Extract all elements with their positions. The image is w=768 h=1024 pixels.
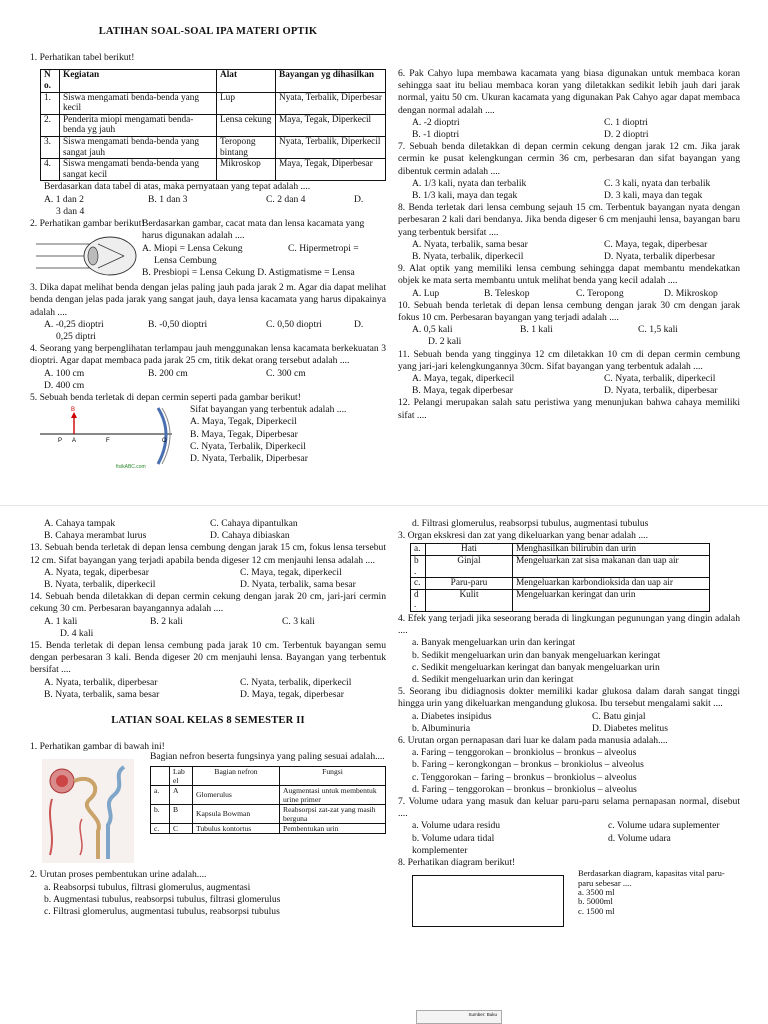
option: C. 300 cm	[266, 367, 306, 379]
option: D. 3 kali, maya dan tegak	[604, 190, 703, 202]
table-cell: Tubulus kontortus	[193, 823, 280, 833]
label-b: B	[71, 407, 76, 414]
table-cell: b .	[411, 556, 426, 578]
option: D. Nyata, Terbalik, Diperbesar	[190, 453, 308, 464]
question-13: 13. Sebuah benda terletak di depan lensa cembung dengan jarak 15 cm, fokus lensa tersebut 12 cm. Sifat bayangan yang terjadi apabila benda digeser 12 cm menjauhi lensa adalah ....	[30, 542, 386, 566]
page-divider	[0, 505, 768, 506]
right-column-bottom	[398, 518, 740, 929]
table-header-cell: Lab el	[170, 766, 193, 785]
question-1: 1. Perhatikan tabel berikut!	[30, 52, 135, 64]
option: c. Filtrasi glomerulus, augmentasi tubulus, reabsorpsi tubulus	[44, 906, 280, 918]
table-row	[411, 589, 710, 611]
question-10-options	[398, 324, 740, 348]
option: b. Sedikit mengeluarkan urin dan banyak mengeluarkan keringat	[412, 649, 661, 661]
question-3-options	[30, 319, 386, 343]
option: a. Diabetes insipidus	[412, 710, 492, 722]
question-2: 2. Perhatikan gambar berikut!	[30, 217, 145, 229]
option: B. Nyata, terbalik, diperkecil	[412, 251, 524, 263]
table-cell: d .	[411, 589, 426, 611]
option: b. Albuminuria	[412, 722, 471, 734]
option: C. Batu ginjal	[592, 710, 646, 722]
question-4: 4. Seorang yang berpenglihatan terlampau jauh menggunakan lensa kacamata berkekuatan 3 dioptri. Agar dapat membaca pada jarak 25 cm, titik dekat orang tersebut adalah ....	[30, 343, 386, 367]
option: a. Banyak mengeluarkan urin dan keringat	[412, 637, 576, 649]
option: C. 3 kali	[282, 615, 315, 627]
question-n7: 7. Volume udara yang masuk dan keluar paru-paru selama pernapasan normal, disebut ....	[398, 796, 740, 820]
option: d. Sedikit mengeluarkan urin dan keringat	[412, 673, 574, 685]
option: C. Maya, tegak, diperkecil	[240, 566, 342, 578]
option: A. 1 kali	[44, 615, 78, 627]
option: C. Nyata, terbalik, diperkecil	[604, 373, 716, 385]
question-n8: 8. Perhatikan diagram berikut!	[398, 857, 516, 869]
option: A. 1 dan 2	[44, 193, 84, 205]
question-9: 9. Alat optik yang memiliki lensa cembung sehingga dapat membantu mendekatkan objek ke mata serta membantu untuk melihat benda yang kecil adalah ....	[398, 263, 740, 287]
eye-diagram	[36, 234, 140, 278]
option: d. Volume udara	[608, 832, 671, 844]
left-column-bottom	[30, 518, 386, 918]
question-15-options	[30, 677, 386, 701]
option: A. Maya, tegak, diperkecil	[412, 373, 515, 385]
option: a. Faring – tenggorokan – bronkiolus – bronkus – alveolus	[412, 747, 637, 759]
table-cell: Reabsorpsi zat-zat yang masih berguna	[280, 804, 386, 823]
left-column-top	[30, 26, 386, 478]
option: C. 1 dioptri	[604, 116, 648, 128]
option: A. Nyata, terbalik, diperbesar	[44, 676, 158, 688]
table-cell: 2.	[41, 114, 60, 136]
question-5-stem: Sifat bayangan yang terbentuk adalah ....	[190, 404, 347, 416]
option: D.	[354, 193, 364, 205]
nephron-block	[30, 753, 386, 869]
option: B. 200 cm	[148, 367, 188, 379]
table-cell: C	[170, 823, 193, 833]
option: B. 2 kali	[150, 615, 183, 627]
option: 0,25 diptri	[56, 330, 96, 342]
table-header-cell: Kegiatan	[60, 70, 217, 92]
table-cell: c.	[411, 578, 426, 590]
question-n4-options	[398, 637, 740, 686]
table-cell: c.	[151, 823, 170, 833]
thumbnail-caption: Sumber: Buku	[468, 1012, 497, 1017]
option-continuation: Lensa Cembung	[154, 254, 217, 266]
table-cell: Kulit	[426, 589, 513, 611]
page-bottom	[0, 512, 768, 1024]
table-cell: Ginjal	[426, 556, 513, 578]
nephron-table	[150, 766, 386, 834]
page-thumbnail	[416, 1010, 502, 1024]
option: D. Nyata, terbalik, sama besar	[240, 579, 356, 591]
option: A. Nyata, terbalik, sama besar	[412, 238, 528, 250]
option: D. Nyata, terbalik diperbesar	[604, 251, 716, 263]
option: B. Maya, tegak diperbesar	[412, 385, 513, 397]
option: C. Nyata, Terbalik, Diperkecil	[190, 440, 306, 452]
question-2-options-row	[142, 243, 372, 255]
table-cell: Lensa cekung	[217, 114, 276, 136]
table-cell: Nyata, Terbalik, Diperbesar	[276, 92, 386, 114]
option: D. Maya, tegak, diperbesar	[240, 688, 344, 700]
question-12-options	[30, 518, 386, 542]
question-3: 3. Dika dapat melihat benda dengan jelas paling jauh pada jarak 2 m. Agar dia dapat melihat benda dengan jelas pada jarak yang sangat jauh, daya lensa kacamata yang harus dipakainya adalah ....	[30, 282, 386, 318]
option: A. Miopi = Lensa Cekung	[142, 242, 243, 254]
option: 3 dan 4	[56, 205, 85, 217]
option: b. 5000ml	[578, 896, 613, 907]
question-11-options	[398, 373, 740, 397]
table-cell: Siswa mengamati benda-benda yang sangat jauh	[60, 136, 217, 158]
question-15: 15. Benda terletak di depan lensa cembung pada jarak 10 cm. Terbentuk bayangan semu dengan perbesaran 3 kali. Benda digeser 20 cm menjauhi lensa. Bayangan yang terbentuk bersifat ....	[30, 640, 386, 676]
mirror-diagram	[40, 406, 188, 476]
table-cell: Teropong bintang	[217, 136, 276, 158]
table-cell: Lup	[217, 92, 276, 114]
table-cell: Mengeluarkan keringat dan urin	[513, 589, 710, 611]
option: C. Hipermetropi =	[288, 242, 359, 254]
option: B. Nyata, terbalik, diperkecil	[44, 579, 156, 591]
question-4-options	[30, 368, 386, 392]
question-n1-stem: Bagian nefron beserta fungsinya yang paling sesuai adalah....	[150, 751, 385, 763]
table-cell: Maya, Tegak, Diperbesar	[276, 159, 386, 181]
table-cell: A	[170, 785, 193, 804]
table-cell: a.	[151, 785, 170, 804]
question-1-options	[30, 194, 386, 218]
option: C. 2 dan 4	[266, 193, 306, 205]
table-cell: Augmentasi untuk membentuk urine primer	[280, 785, 386, 804]
label-o: O	[162, 438, 167, 445]
table-cell: Maya, Tegak, Diperkecil	[276, 114, 386, 136]
option: a. Volume udara residu	[412, 820, 501, 832]
question-n4: 4. Efek yang terjadi jika seseorang berada di lingkungan pegunungan yang dingin adalah ....	[398, 612, 740, 637]
option: C. Cahaya dipantulkan	[210, 518, 298, 529]
option: a. 3500 ml	[578, 887, 615, 898]
option: c. Volume udara suplementer	[608, 820, 720, 832]
option: A. Nyata, tegak, diperbesar	[44, 566, 149, 578]
option: B. 1 kali	[520, 324, 553, 336]
question-8-options	[398, 239, 740, 263]
option: C. 1,5 kali	[638, 324, 678, 336]
question-7: 7. Sebuah benda diletakkan di depan cermin cekung dengan jarak 12 cm. Jika jarak cermin ke pusat kelengkungan cermin 36 cm, perbesaran dan sifat bayangan yang dibentuk cermin adalah ....	[398, 141, 740, 177]
question-2-text	[142, 218, 372, 279]
table-cell: B	[170, 804, 193, 823]
table-cell: 4.	[41, 159, 60, 181]
question-8: 8. Benda terletak dari lensa cembung sejauh 15 cm. Terbentuk bayangan nyata dengan perbesaran 2 kali dari bendanya. Jika benda digeser 6 cm menjauhi lensa, bayangan baru yang terbentuk bersifat ....	[398, 202, 740, 238]
excretion-table	[410, 543, 710, 612]
option: b. Augmentasi tubulus, reabsorpsi tubulus, filtrasi glomerulus	[44, 893, 281, 905]
question-n6-options	[398, 747, 740, 796]
question-11: 11. Sebuah benda yang tingginya 12 cm diletakkan 10 cm di depan cermin cembung yang jari-jari kelengkungannya 30cm. Sifat bayangan yang terbentuk adalah ....	[398, 348, 740, 372]
option: d. Faring – tenggorokan – bronkus – bronkiolus – alveolus	[412, 783, 637, 795]
table-header-cell: Alat	[217, 70, 276, 92]
page-top	[0, 0, 768, 500]
option: A. Maya, Tegak, Diperkecil	[190, 416, 297, 428]
table-row	[151, 804, 386, 823]
option: D.	[354, 318, 364, 330]
question-n8-stem: Berdasarkan diagram, kapasitas vital paru-paru sebesar ....	[578, 868, 725, 888]
option: A. Cahaya tampak	[44, 518, 116, 529]
option: B. Nyata, terbalik, sama besar	[44, 688, 160, 700]
question-14: 14. Sebuah benda diletakkan di depan cermin cekung dengan jarak 20 cm, jari-jari cermin cekung 30 cm. Perbesaran bayangannya adalah ....	[30, 591, 386, 615]
question-6-options	[398, 117, 740, 141]
option: C. Teropong	[576, 287, 624, 299]
label-p: P	[58, 438, 63, 445]
table-header-cell: Bagian nefron	[193, 766, 280, 785]
option: B. Teleskop	[484, 287, 530, 299]
question-n3: 3. Organ ekskresi dan zat yang dikeluarkan yang benar adalah ....	[398, 530, 648, 542]
page-title: LATIHAN SOAL-SOAL IPA MATERI OPTIK	[98, 26, 318, 37]
question-5-block	[30, 404, 386, 478]
table-cell: Pembentukan urin	[280, 823, 386, 833]
option: A. -2 dioptri	[412, 116, 460, 128]
table-header-cell: Fungsi	[280, 766, 386, 785]
option: A. -0,25 dioptri	[44, 318, 104, 330]
question-5: 5. Sebuah benda terletak di depan cermin seperti pada gambar berikut!	[30, 391, 301, 403]
table-cell: Hati	[426, 544, 513, 556]
question-n5-options	[398, 711, 740, 735]
table-row	[41, 159, 386, 181]
table-row	[411, 578, 710, 590]
option: a. Reabsorpsi tubulus, filtrasi glomerulus, augmentasi	[44, 881, 251, 893]
question-5-text	[190, 404, 380, 465]
option: A. 100 cm	[44, 367, 85, 379]
question-n1: 1. Perhatikan gambar di bawah ini!	[30, 741, 165, 753]
table-cell: Mengeluarkan zat sisa makanan dan uap air	[513, 556, 710, 578]
section-title: LATIAN SOAL KELAS 8 SEMESTER II	[111, 715, 305, 727]
question-n8-block	[398, 869, 740, 929]
option: C. Nyata, terbalik, diperkecil	[240, 676, 352, 688]
table-header-row	[151, 766, 386, 785]
label-a: A	[72, 438, 77, 445]
right-column-top	[398, 68, 740, 422]
option: A. 0,5 kali	[412, 324, 453, 336]
question-n1-text	[150, 751, 386, 833]
option: komplementer	[412, 844, 468, 856]
option: B. 1/3 kali, maya dan tegak	[412, 190, 518, 202]
option: D. 2 kali	[428, 336, 462, 348]
option: B. -1 dioptri	[412, 129, 460, 141]
option: D. 4 kali	[60, 627, 94, 639]
nephron-diagram	[42, 759, 134, 863]
question-7-options	[398, 178, 740, 202]
option: C. Maya, tegak, diperbesar	[604, 238, 708, 250]
option: D. Diabetes melitus	[592, 722, 668, 734]
option: b. Faring – kerongkongan – bronkus – bronkiolus – alveolus	[412, 759, 644, 771]
label-f: F	[106, 438, 110, 445]
option: B. Maya, Tegak, Diperbesar	[190, 428, 298, 440]
option: C. 3 kali, nyata dan terbalik	[604, 177, 711, 189]
table-cell: Siswa mengamati benda-benda yang sangat kecil	[60, 159, 217, 181]
table-row	[411, 544, 710, 556]
question-2-stem: Berdasarkan gambar, cacat mata dan lensa kacamata yang harus digunakan adalah ....	[142, 218, 365, 242]
option: d. Filtrasi glomerulus, reabsorpsi tubulus, augmentasi tubulus	[412, 518, 649, 529]
table-cell: Penderita miopi mengamati benda-benda yg jauh	[60, 114, 217, 136]
option: A. Lup	[412, 287, 440, 299]
optics-table	[40, 69, 386, 181]
table-cell: b.	[151, 804, 170, 823]
table-row	[411, 556, 710, 578]
watermark: fisikABC.com	[116, 464, 146, 471]
option: B. -0,50 dioptri	[148, 318, 208, 330]
table-row	[41, 136, 386, 158]
question-n7-options	[398, 820, 740, 857]
option: B. Presbiopi = Lensa Cekung D. Astigmatisme = Lensa	[142, 266, 355, 278]
table-cell: Mengeluarkan karbondioksida dan uap air	[513, 578, 710, 590]
table-cell: Glomerulus	[193, 785, 280, 804]
option: A. 1/3 kali, nyata dan terbalik	[412, 177, 527, 189]
option: D. Cahaya dibiaskan	[210, 530, 290, 542]
table-row	[41, 114, 386, 136]
option: c. Sedikit mengeluarkan keringat dan banyak mengeluarkan urin	[412, 661, 660, 673]
option: D. 400 cm	[44, 379, 85, 391]
table-cell: Paru-paru	[426, 578, 513, 590]
table-cell: Kapsula Bowman	[193, 804, 280, 823]
option: D. Mikroskop	[664, 287, 718, 299]
table-header-cell: N o.	[41, 70, 60, 92]
table-header-cell	[151, 766, 170, 785]
option: c. 1500 ml	[578, 905, 615, 916]
table-cell: a.	[411, 544, 426, 556]
question-13-options	[30, 567, 386, 591]
option: C. 0,50 dioptri	[266, 318, 322, 330]
question-n2: 2. Urutan proses pembentukan urine adalah....	[30, 869, 207, 881]
question-n8-text	[578, 869, 738, 916]
table-cell: 3.	[41, 136, 60, 158]
table-row	[151, 785, 386, 804]
question-12: 12. Pelangi merupakan salah satu peristiwa yang menunjukan bahwa cahaya memiliki sifat ....	[398, 397, 740, 421]
table-cell: Mikroskop	[217, 159, 276, 181]
question-6: 6. Pak Cahyo lupa membawa kacamata yang biasa digunakan untuk membaca koran sehingga saat itu beliau membaca koran yang diletakkan sedikit lebih jauh dari jarak normal, yaitu 50 cm. Ukuran kacamata yang digunakan Pak Cahyo agar dapat membaca dengan normal adalah ....	[398, 68, 740, 116]
question-n6: 6. Urutan organ pernapasan dari luar ke dalam pada manusia adalah....	[398, 735, 668, 746]
option: c. Tenggorokan – faring – bronkus – bronkiolus – alveolus	[412, 771, 637, 783]
question-1-stem: Berdasarkan data tabel di atas, maka pernyataan yang tepat adalah ....	[44, 181, 311, 193]
table-cell: 1.	[41, 92, 60, 114]
table-header-row	[41, 70, 386, 92]
option: B. Cahaya merambat lurus	[44, 530, 147, 542]
question-14-options	[30, 616, 386, 640]
option: D. 2 dioptri	[604, 129, 649, 141]
table-cell: Menghasilkan bilirubin dan urin	[513, 544, 710, 556]
question-10: 10. Sebuah benda terletak di depan lensa cembung dengan jarak 30 cm dengan jarak fokus 10 cm. Perbesaran bayangan yang terjadi adalah ....	[398, 299, 740, 324]
option: D. Nyata, terbalik, diperbesar	[604, 385, 718, 397]
lung-capacity-diagram	[412, 875, 564, 927]
table-cell: Siswa mengamati benda-benda yang kecil	[60, 92, 217, 114]
table-header-cell: Bayangan yg dihasilkan	[276, 70, 386, 92]
table-cell: Nyata, Terbalik, Diperkecil	[276, 136, 386, 158]
table-row	[41, 92, 386, 114]
option: B. 1 dan 3	[148, 193, 188, 205]
question-n2-options	[30, 882, 386, 919]
question-9-options	[398, 288, 740, 300]
question-n5: 5. Seorang ibu didiagnosis dokter memiliki kadar glukosa dalam darah sangat tinggi hingga urin yang dikeluarkan mengandung glukosa. Ibu tersebut mengalami sakit ....	[398, 686, 740, 710]
table-row	[151, 823, 386, 833]
option: b. Volume udara tidal	[412, 832, 495, 844]
